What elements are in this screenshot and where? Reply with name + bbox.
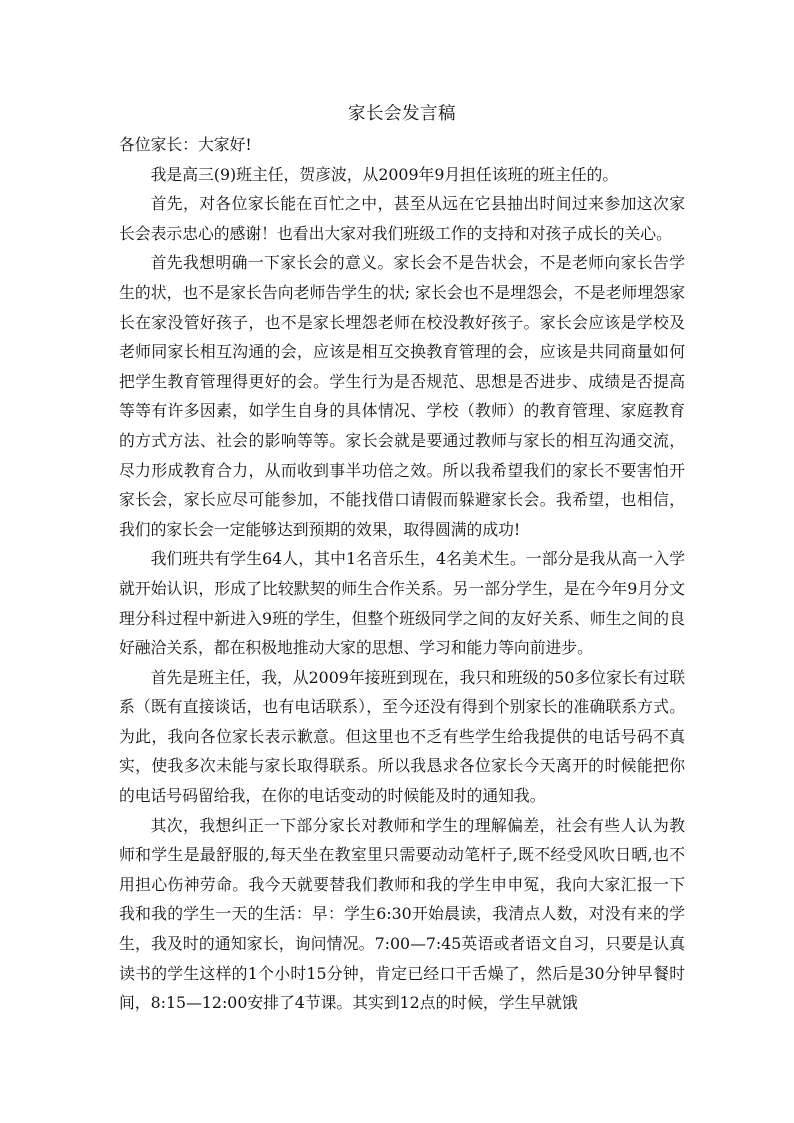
document-body xyxy=(119,100,685,1018)
paragraph-contact: 首先是班主任，我，从2009年接班到现在，我只和班级的50多位家长有过联系（既有直接谈话，也有电话联系），至今还没有得到个别家长的准确联系方式。为此，我向各位家长表示歉意。但这里也不乏有些学生给我提供的电话号码不真实，使我多次未能与家长取得联系。所以我恳求各位家长今天离开的时候能把你的电话号码留给我，在你的电话变动的时候能及时的通知我。 xyxy=(119,667,685,806)
paragraph-class-info: 我们班共有学生64人，其中1名音乐生，4名美术生。一部分是我从高一入学就开始认识，形成了比较默契的师生合作关系。另一部分学生，是在今年9月分文理分科过程中新进入9班的学生，但整个班级同学之间的友好关系、师生之间的良好融洽关系，都在积极地推动大家的思想、学习和能力等向前进步。 xyxy=(119,549,685,658)
document-title: 家长会发言稿 xyxy=(348,104,456,124)
paragraph-meeting-purpose: 首先我想明确一下家长会的意义。家长会不是告状会，不是老师向家长告学生的状，也不是家长告向老师告学生的状; 家长会也不是埋怨会，不是老师埋怨家长在家没管好孩子，也不是家长埋怨老师在校没教好孩子。家长会应该是学校及老师同家长相互沟通的会，应该是相互交换教育管理的会，应该是共同商量如何把学生教育管理得更好的会。学生行为是否规范、思想是否进步、成绩是否提高等等有许多因素，如学生自身的具体情况、学校（教师）的教育管理、家庭教育的方式方法、社会的影响等等。家长会就是要通过教师与家长的相互沟通交流，尽力形成教育合力，从而收到事半功倍之效。所以我希望我们的家长不要害怕开家长会，家长应尽可能参加，不能找借口请假而躲避家长会。我希望，也相信，我们的家长会一定能够达到预期的效果，取得圆满的成功! xyxy=(119,253,685,539)
paragraph-thanks: 首先，对各位家长能在百忙之中，甚至从远在它县抽出时间过来参加这次家长会表示忠心的感谢！也看出大家对我们班级工作的支持和对孩子成长的关心。 xyxy=(119,194,685,243)
greeting: 各位家长：大家好! xyxy=(119,135,252,154)
paragraph-intro: 我是高三(9)班主任，贺彦波，从2009年9月担任该班的班主任的。 xyxy=(150,164,619,184)
paragraph-daily-life: 其次，我想纠正一下部分家长对教师和学生的理解偏差，社会有些人认为教师和学生是最舒服的,每天坐在教室里只需要动动笔杆子,既不经受风吹日晒,也不用担心伤神劳命。我今天就要替我们教师和我的学生申申冤，我向大家汇报一下我和我的学生一天的生活：早：学生6:30开始晨读，我清点人数，对没有来的学生，我及时的通知家长，询问情况。7:00—7:45英语或者语文自习，只要是认真读书的学生这样的1个小时15分钟，肯定已经口干舌燥了，然后是30分钟早餐时间，8:15—12:00安排了4节课。其实到12点的时候，学生早就饿 xyxy=(119,815,685,1013)
